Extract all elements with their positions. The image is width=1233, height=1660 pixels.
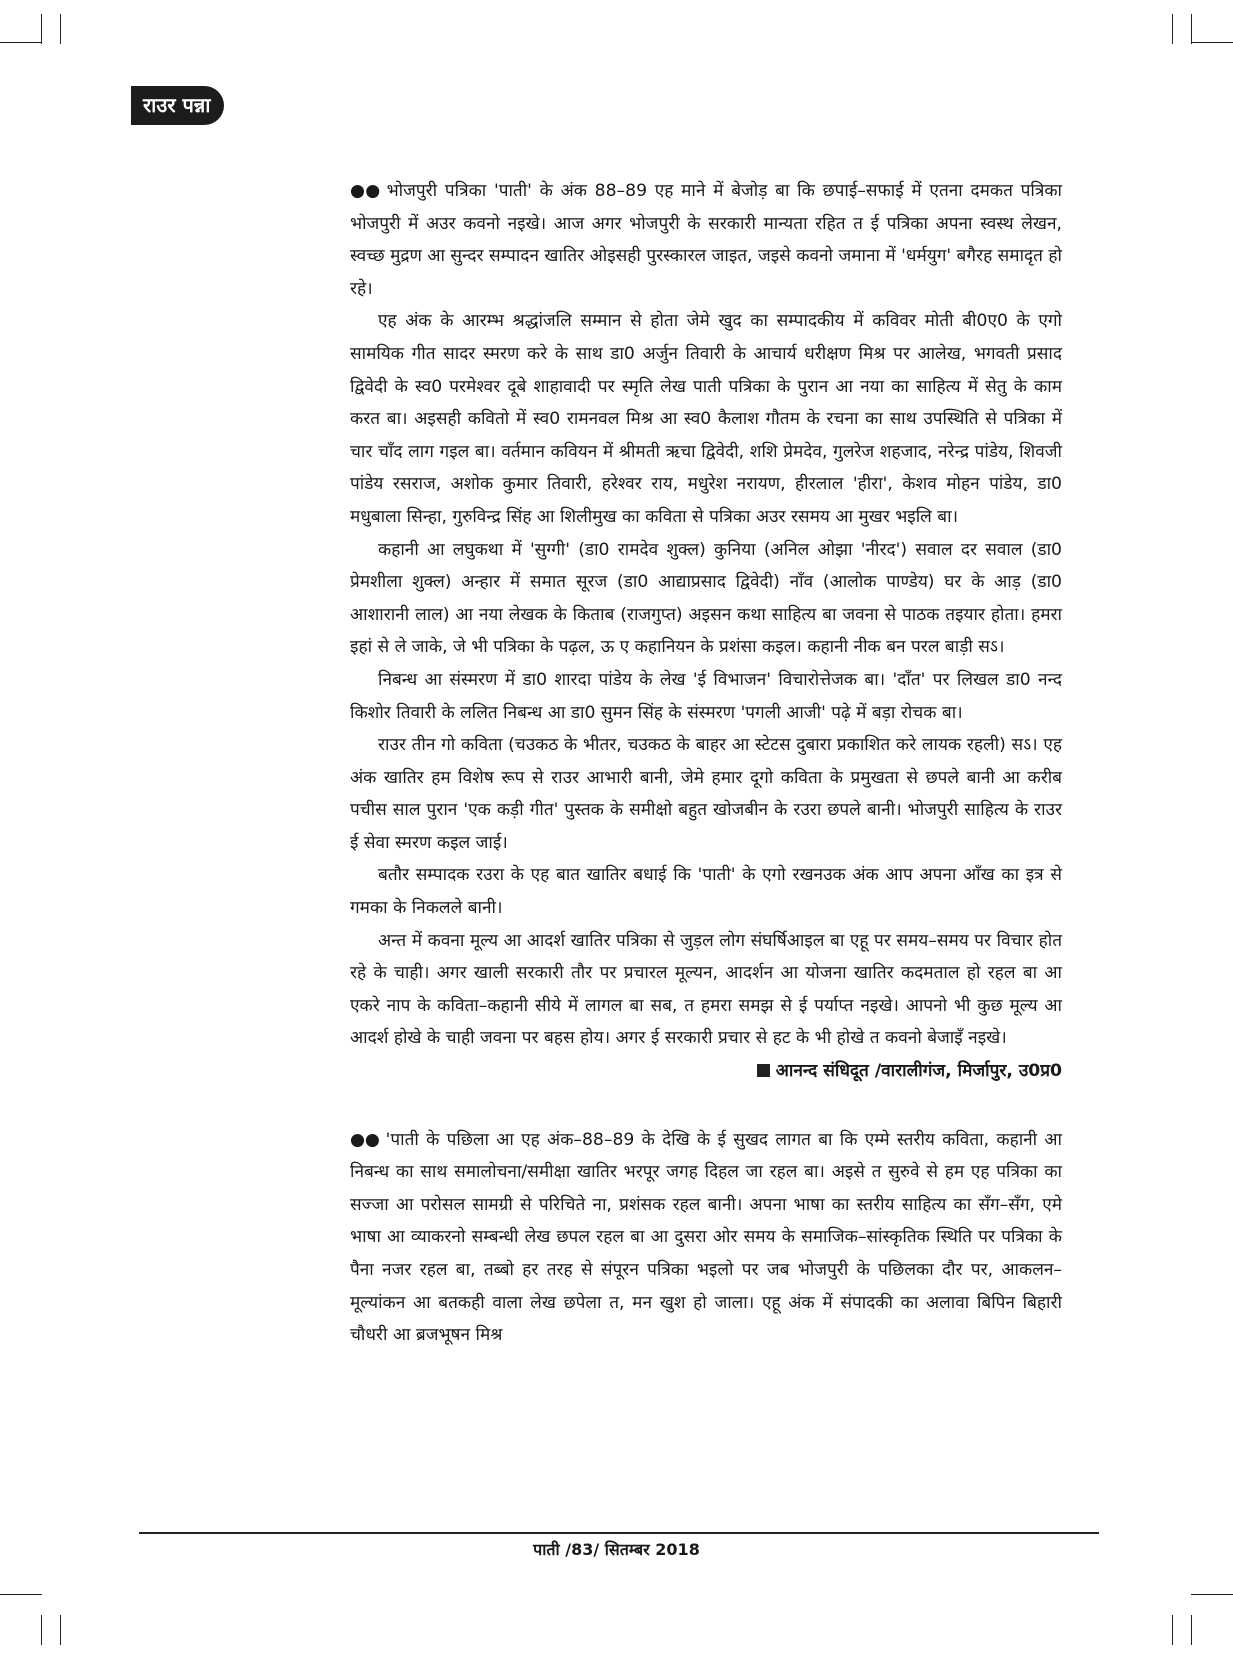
- paragraph: ●● भोजपुरी पत्रिका 'पाती' के अंक 88–89 एह माने में बेजोड़ बा कि छपाई–सफाई में एतना दमकत पत्रिका भोजपुरी में अउर कवनो नइखे। आज अगर भोजपुरी के सरकारी मान्यता रहित त ई पत्रिका अपना स्वस्थ लेखन, स्वच्छ मुद्रण आ सुन्दर सम्पादन खातिर ओइसही पुरस्कारल जाइत, जइसे कवनो जमाना में 'धर्मयुग' बगैरह समादृत हो रहे।: [350, 181, 1062, 299]
- page-body: [350, 175, 1062, 1352]
- paragraph: निबन्ध आ संस्मरण में डा0 शारदा पांडेय के लेख 'ई विभाजन' विचारोत्तेजक बा। 'दाँत' पर लिखल डा0 नन्द किशोर तिवारी के ललित निबन्ध आ डा0 सुमन सिंह के संस्मरण 'पगली आजी' पढ़े में बड़ा रोचक बा।: [350, 669, 1062, 723]
- square-bullet-icon: [757, 1064, 770, 1077]
- crop-mark: [1172, 1615, 1173, 1645]
- paragraph: ●● 'पाती के पछिला आ एह अंक–88–89 के देखि के ई सुखद लागत बा कि एम्मे स्तरीय कविता, कहानी आ निबन्ध का साथ समालोचना/समीक्षा खातिर भरपूर जगह दिहल जा रहल बा। अइसे त सुरुवे से हम एह पत्रिका का सज्जा आ परोसल सामग्री से परिचिते ना, प्रशंसक रहल बानी। अपना भाषा का स्तरीय साहित्य का सँग–सँग, एमे भाषा आ व्याकरनो सम्बन्धी लेख छपल रहल बा आ दुसरा ओर समय के समाजिक–सांस्कृतिक स्थिति पर पत्रिका के पैना नजर रहल बा, तब्बो हर तरह से संपूरन पत्रिका भइलो पर जब भोजपुरी के पछिलका दौर पर, आकलन–मूल्यांकन आ बतकही वाला लेख छपेला त, मन खुश हो जाला। एहू अंक में संपादकी का अलावा बिपिन बिहारी चौधरी आ ब्रजभूषन मिश्र: [350, 1129, 1062, 1346]
- crop-mark: [1191, 1615, 1192, 1645]
- crop-mark: [60, 14, 61, 44]
- letter-2: [350, 1124, 1062, 1352]
- crop-mark: [0, 1594, 42, 1595]
- crop-mark: [1191, 14, 1192, 44]
- section-label: राउर पन्ना: [131, 86, 224, 125]
- paragraph: अन्त में कवना मूल्य आ आदर्श खातिर पत्रिका से जुड़ल लोग संघर्षिआइल बा एहू पर समय–समय पर विचार होत रहे के चाही। अगर खाली सरकारी तौर पर प्रचारल मूल्यन, आदर्शन आ योजना खातिर कदमताल हो रहल बा आ एकरे नाप के कविता–कहानी सीये में लागल बा सब, त हमरा समझ से ई पर्याप्त नइखे। आपनो भी कुछ मूल्य आ आदर्श होखे के चाही जवना पर बहस होय। अगर ई सरकारी प्रचार से हट के भी होखे त कवनो बेजाइँ नइखे।: [350, 930, 1062, 1049]
- letter-1: [350, 175, 1062, 1088]
- bullet-icon: ●●: [350, 181, 381, 201]
- crop-mark: [60, 1615, 61, 1645]
- page-footer: पाती /83/ सितम्बर 2018: [533, 1540, 700, 1559]
- paragraph: कहानी आ लघुकथा में 'सुग्गी' (डा0 रामदेव शुक्ल) कुनिया (अनिल ओझा 'नीरद') सवाल दर सवाल (डा0 प्रेमशीला शुक्ल) अन्हार में समात सूरज (डा0 आद्याप्रसाद द्विवेदी) नाँव (आलोक पाण्डेय) घर के आड़ (डा0 आशारानी लाल) आ नया लेखक के किताब (राजगुप्त) अइसन कथा साहित्य बा जवना से पाठक तइयार होता। हमरा इहां से ले जाके, जे भी पत्रिका के पढ़ल, ऊ ए कहानियन के प्रशंसा कइल। कहानी नीक बन परल बाड़ी सऽ।: [350, 539, 1062, 658]
- signature: आनन्द संधिदूत /वारालीगंज, मिर्जापुर, उ0प्र0: [350, 1055, 1062, 1088]
- crop-mark: [0, 42, 42, 43]
- paragraph: राउर तीन गो कविता (चउकठ के भीतर, चउकठ के बाहर आ स्टेटस दुबारा प्रकाशित करे लायक रहली) सऽ। एह अंक खातिर हम विशेष रूप से राउर आभारी बानी, जेमे हमार दूगो कविता के प्रमुखता से छपले बानी आ करीब पचीस साल पुरान 'एक कड़ी गीत' पुस्तक के समीक्षो बहुत खोजबीन के रउरा छपले बानी। भोजपुरी साहित्य के राउर ई सेवा स्मरण कइल जाई।: [350, 735, 1062, 853]
- paragraph: बतौर सम्पादक रउरा के एह बात खातिर बधाई कि 'पाती' के एगो रखनउक अंक आप अपना आँख का इत्र से गमका के निकलले बानी।: [350, 865, 1062, 919]
- bullet-icon: ●●: [350, 1129, 380, 1150]
- crop-mark: [41, 1615, 42, 1645]
- crop-mark: [1191, 42, 1233, 43]
- crop-mark: [1191, 1594, 1233, 1595]
- crop-mark: [1172, 14, 1173, 44]
- crop-mark: [41, 14, 42, 44]
- paragraph: एह अंक के आरम्भ श्रद्धांजलि सम्मान से होता जेमे खुद का सम्पादकीय में कविवर मोती बी0ए0 के एगो सामयिक गीत सादर स्मरण करे के साथ डा0 अर्जुन तिवारी के आचार्य धरीक्षण मिश्र पर आलेख, भगवती प्रसाद द्विवेदी के स्व0 परमेश्वर दूबे शाहावादी पर स्मृति लेख पाती पत्रिका के पुरान आ नया का साहित्य में सेतु के काम करत बा। अइसही कवितो में स्व0 रामनवल मिश्र आ स्व0 कैलाश गौतम के रचना का साथ उपस्थिति से पत्रिका में चार चाँद लाग गइल बा। वर्तमान कवियन में श्रीमती ऋचा द्विवेदी, शशि प्रेमदेव, गुलरेज शहजाद, नरेन्द्र पांडेय, शिवजी पांडेय रसराज, अशोक कुमार तिवारी, हरेश्वर राय, मधुरेश नरायण, हीरलाल 'हीरा', केशव मोहन पांडेय, डा0 मधुबाला सिन्हा, गुरुविन्द्र सिंह आ शिलीमुख का कविता से पत्रिका अउर रसमय आ मुखर भइलि बा।: [350, 311, 1062, 527]
- footer-rule: [139, 1532, 1099, 1534]
